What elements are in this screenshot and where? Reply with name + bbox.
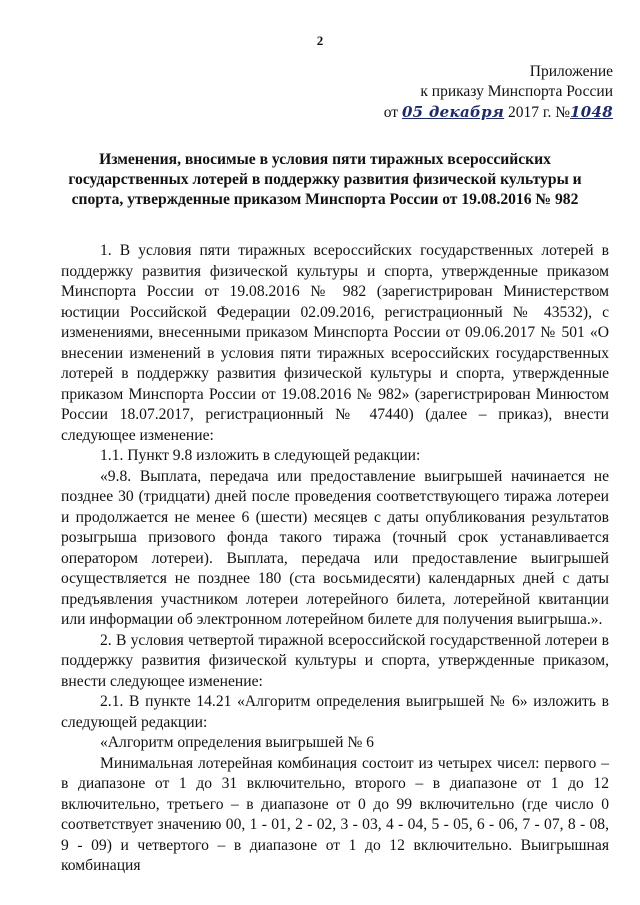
paragraph-2: 2. В условия четвертой тиражной всероссийской государственной лотереи в поддержку развития физической культуры и спорта, утвержденные приказом, внести следующее изменение: (61, 631, 609, 690)
paragraph-9-8: «9.8. Выплата, передача или предоставление выигрышей начинается не позднее 30 (тридцати) дней после проведения соответствующего тиража лотереи и продолжается не менее 6 (шести) месяцев с даты опубликования результатов розыгрыша призового фонда такого тиража (точный срок устанавливается оператором лотереи). Выплата, передача или предоставление выигрышей осуществляется не позднее 180 (ста восьмидесяти) календарных дней с даты предъявления участником лотереи лотерейного билета, лотерейной квитанции или информации об электронном лотерейном билете для получения выигрыша.». (61, 467, 609, 628)
appendix-order-ref: к приказу Минспорта России (420, 83, 613, 100)
handwritten-date: 05 декабря (401, 103, 505, 121)
algorithm-heading: «Алгоритм определения выигрышей № 6 (100, 734, 374, 751)
paragraph-2-1: 2.1. В пункте 14.21 «Алгоритм определения выигрышей № 6» изложить в следующей редакции: (61, 693, 609, 731)
date-prefix: от (383, 104, 399, 121)
appendix-date-line (384, 102, 613, 123)
appendix-block (384, 62, 613, 123)
algorithm-text: Минимальная лотерейная комбинация состоит из четырех чисел: первого – в диапазоне от 1 до 31 включительно, второго – в диапазоне от 1 до 12 включительно, третьего – в диапазоне от 0 до 99 включительно (где число 0 соответствует значению 00, 1 - 01, 2 - 02, 3 - 03, 4 - 04, 5 - 05, 6 - 06, 7 - 07, 8 - 08, 9 - 09) и четвертого – в диапазоне от 1 до 12 включительно. Выигрышная комбинация (61, 754, 609, 874)
document-body (61, 241, 609, 877)
page-number: 2 (316, 33, 324, 48)
year-text: 2017 г. № (508, 104, 571, 121)
paragraph-1-1: 1.1. Пункт 9.8 изложить в следующей редакции: (100, 447, 421, 464)
paragraph-1: 1. В условия пяти тиражных всероссийских государственных лотерей в поддержку развития физической культуры и спорта, утвержденные приказом Минспорта России от 19.08.2016 № 982 (зарегистрирован Министерством юстиции Российской Федерации 02.09.2016, регистрационный № 43532), с изменениями, внесенными приказом Минспорта России от 09.06.2017 № 501 «О внесении изменений в условия пяти тиражных всероссийских государственных лотерей в поддержку развития физической культуры и спорта, утвержденные приказом Минспорта России от 19.08.2016 № 982» (зарегистрирован Минюстом России 18.07.2017, регистрационный № 47440) (далее – приказ), внести следующее изменение: (61, 242, 609, 444)
handwritten-order-number: 1048 (570, 103, 613, 121)
document-title: Изменения, вносимые в условия пяти тиражных всероссийских государственных лотерей в поддержку развития физической культуры и спорта, утвержденные приказом Минспорта России от 19.08.2016 № 982 (68, 151, 582, 208)
appendix-title: Приложение (529, 63, 613, 80)
